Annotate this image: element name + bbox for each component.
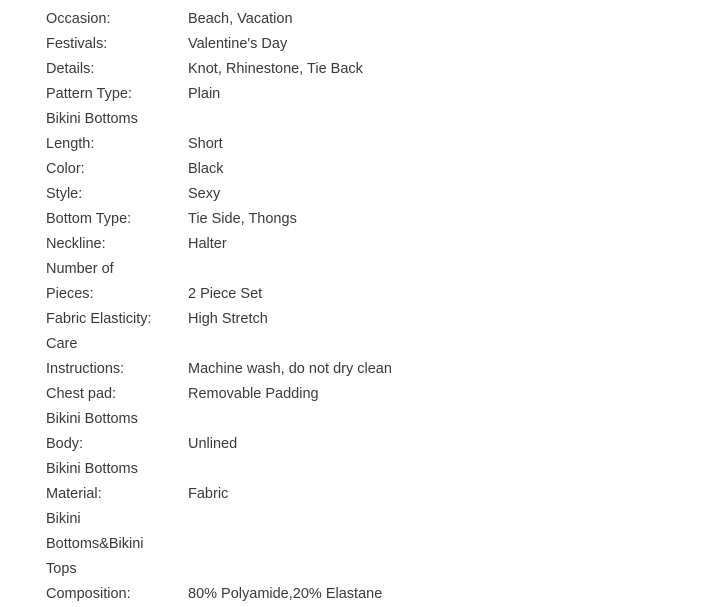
spec-label xyxy=(46,32,188,57)
spec-label xyxy=(46,57,188,82)
spec-label xyxy=(46,107,188,157)
spec-label xyxy=(46,182,188,207)
spec-row xyxy=(46,407,686,457)
spec-label xyxy=(46,207,188,232)
spec-value: Knot, Rhinestone, Tie Back xyxy=(188,61,363,77)
spec-label-line: Chest pad: xyxy=(46,386,117,402)
spec-label-line: Bikini xyxy=(46,511,81,527)
spec-label xyxy=(46,407,188,457)
spec-label-line: Bottom Type: xyxy=(46,211,132,227)
spec-label-line: Bottoms&Bikini xyxy=(46,536,144,552)
spec-value: Tie Side, Thongs xyxy=(188,211,297,227)
spec-row xyxy=(46,382,686,407)
spec-label-line: Composition: xyxy=(46,586,131,602)
spec-label xyxy=(46,257,188,307)
spec-label xyxy=(46,7,188,32)
spec-label-line: Fabric Elasticity: xyxy=(46,311,152,327)
spec-row xyxy=(46,332,686,382)
spec-label xyxy=(46,157,188,182)
spec-value: Removable Padding xyxy=(188,386,319,402)
spec-row xyxy=(46,207,686,232)
spec-row xyxy=(46,107,686,157)
spec-label-line: Color: xyxy=(46,161,85,177)
spec-label-line: Instructions: xyxy=(46,361,125,377)
spec-label xyxy=(46,232,188,257)
spec-value: Beach, Vacation xyxy=(188,11,293,27)
spec-label xyxy=(46,332,188,382)
spec-value: High Stretch xyxy=(188,311,268,327)
spec-row xyxy=(46,307,686,332)
spec-value: Halter xyxy=(188,236,227,252)
spec-label xyxy=(46,507,188,607)
spec-value: Plain xyxy=(188,86,221,102)
spec-value: Unlined xyxy=(188,436,238,452)
spec-value: Machine wash, do not dry clean xyxy=(188,361,392,377)
spec-value: 2 Piece Set xyxy=(188,286,263,302)
spec-label-line: Details: xyxy=(46,61,95,77)
spec-row xyxy=(46,232,686,257)
spec-value: Fabric xyxy=(188,486,229,502)
spec-label-line: Material: xyxy=(46,486,102,502)
spec-value: Black xyxy=(188,161,224,177)
spec-row xyxy=(46,507,686,607)
spec-label-line: Care xyxy=(46,336,78,352)
spec-row xyxy=(46,182,686,207)
spec-value: Sexy xyxy=(188,186,221,202)
spec-row xyxy=(46,32,686,57)
spec-label-line: Body: xyxy=(46,436,84,452)
spec-label xyxy=(46,457,188,507)
spec-label-line: Tops xyxy=(46,561,77,577)
spec-label xyxy=(46,307,188,332)
spec-row xyxy=(46,57,686,82)
spec-row xyxy=(46,82,686,107)
spec-label-line: Pattern Type: xyxy=(46,86,132,102)
spec-label-line: Festivals: xyxy=(46,36,108,52)
spec-label-line: Bikini Bottoms xyxy=(46,411,138,427)
spec-row xyxy=(46,457,686,507)
spec-label-line: Number of xyxy=(46,261,114,277)
product-spec-table xyxy=(46,7,686,607)
spec-label-line: Style: xyxy=(46,186,83,202)
spec-row xyxy=(46,157,686,182)
spec-row xyxy=(46,257,686,307)
spec-value: Short xyxy=(188,136,223,152)
spec-value: Valentine's Day xyxy=(188,36,288,52)
spec-label-line: Bikini Bottoms xyxy=(46,461,138,477)
spec-label-line: Pieces: xyxy=(46,286,94,302)
spec-label-line: Occasion: xyxy=(46,11,111,27)
spec-label xyxy=(46,382,188,407)
spec-label-line: Length: xyxy=(46,136,95,152)
spec-label-line: Bikini Bottoms xyxy=(46,111,138,127)
spec-label-line: Neckline: xyxy=(46,236,106,252)
spec-value: 80% Polyamide,20% Elastane xyxy=(188,586,383,602)
spec-label xyxy=(46,82,188,107)
spec-row xyxy=(46,7,686,32)
